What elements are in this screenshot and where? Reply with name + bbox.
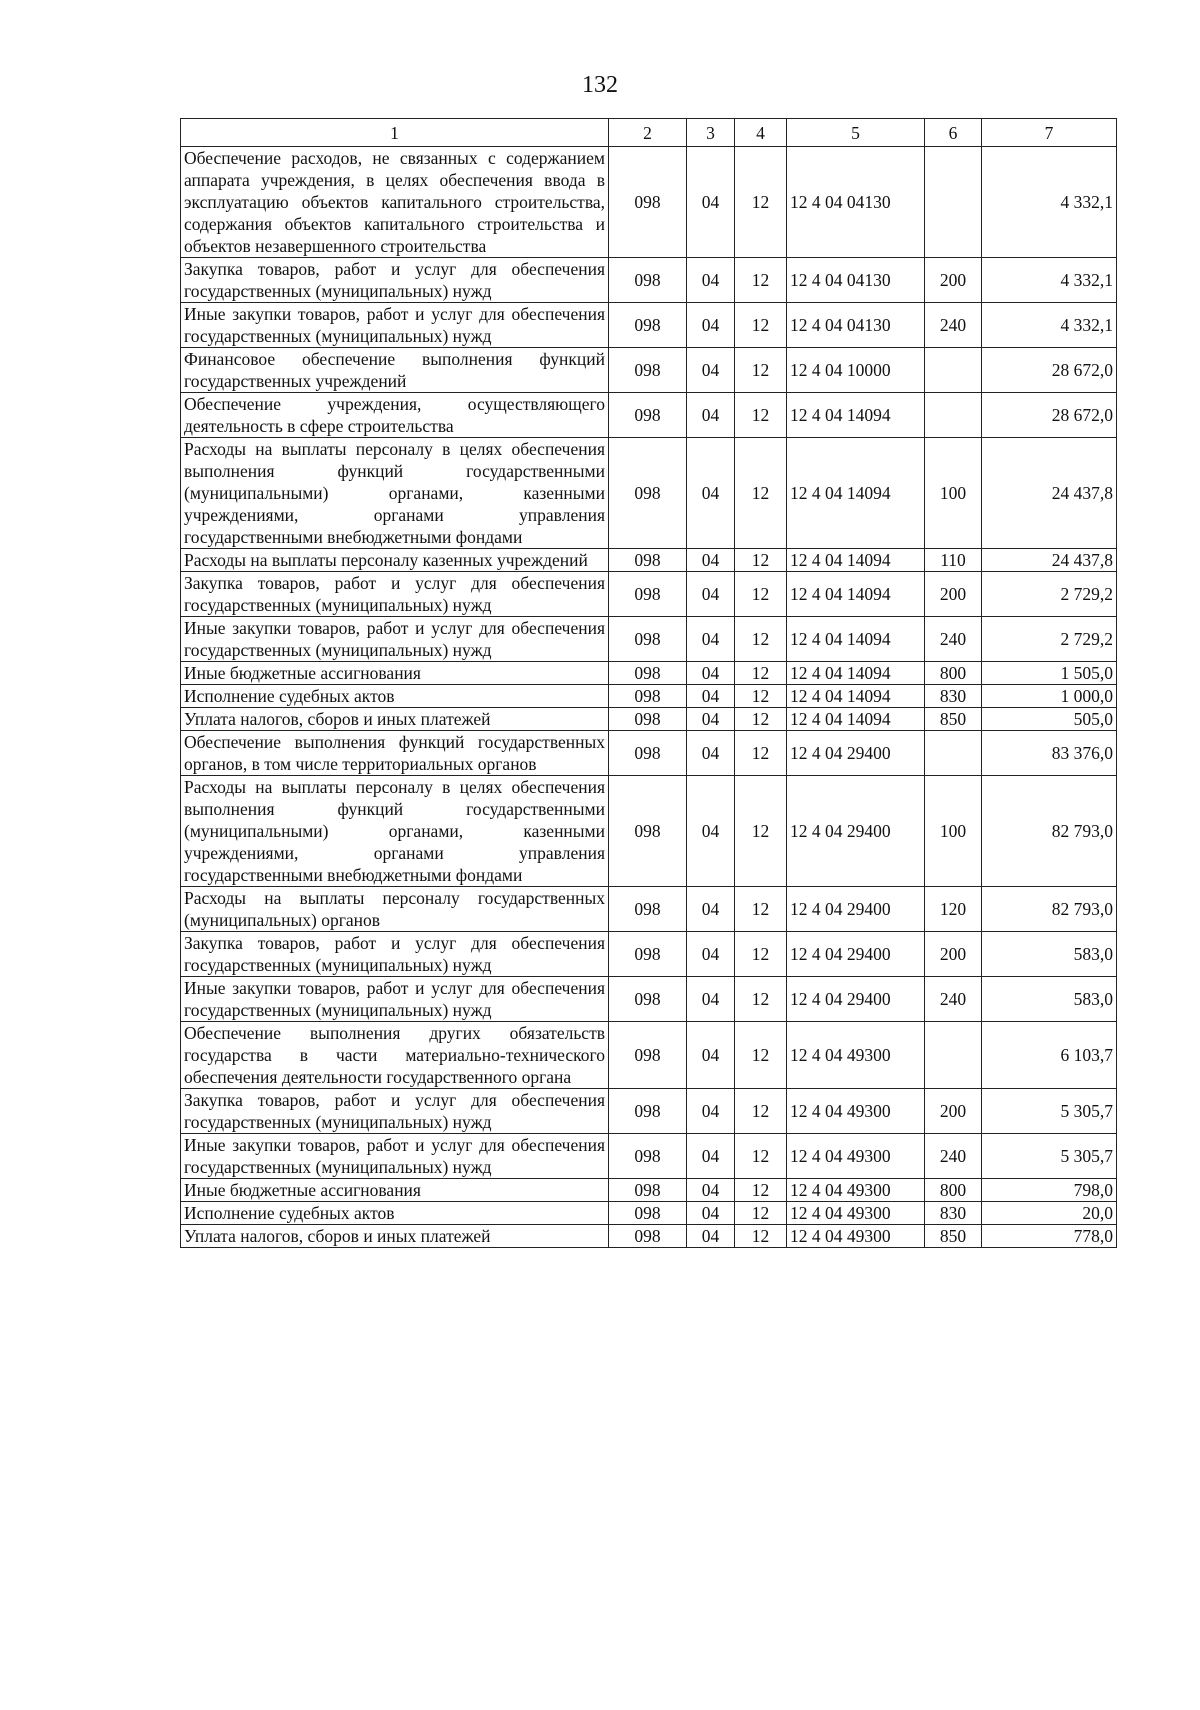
row-subsection: 12 <box>735 977 787 1022</box>
row-section: 04 <box>687 1179 735 1202</box>
row-name: Иные закупки товаров, работ и услуг для обеспечения государственных (муниципальных) нужд <box>181 303 609 348</box>
row-amount: 83 376,0 <box>982 731 1117 776</box>
row-expense-type: 100 <box>925 438 982 549</box>
row-target-article: 12 4 04 04130 <box>787 303 925 348</box>
row-expense-type <box>925 147 982 258</box>
row-subsection: 12 <box>735 572 787 617</box>
row-target-article: 12 4 04 14094 <box>787 438 925 549</box>
row-target-article: 12 4 04 49300 <box>787 1202 925 1225</box>
row-section: 04 <box>687 977 735 1022</box>
table-row <box>181 731 1117 776</box>
table-row <box>181 147 1117 258</box>
row-expense-type: 120 <box>925 887 982 932</box>
column-header-1: 1 <box>181 119 609 147</box>
row-expense-type: 240 <box>925 303 982 348</box>
table-row <box>181 438 1117 549</box>
row-name: Иные закупки товаров, работ и услуг для обеспечения государственных (муниципальных) нужд <box>181 977 609 1022</box>
table-row <box>181 1225 1117 1248</box>
page-number: 132 <box>582 72 618 98</box>
row-subsection: 12 <box>735 1134 787 1179</box>
row-admin-code: 098 <box>609 977 687 1022</box>
row-subsection: 12 <box>735 147 787 258</box>
row-subsection: 12 <box>735 708 787 731</box>
row-amount: 4 332,1 <box>982 303 1117 348</box>
row-expense-type: 830 <box>925 1202 982 1225</box>
row-amount: 2 729,2 <box>982 572 1117 617</box>
row-admin-code: 098 <box>609 549 687 572</box>
row-section: 04 <box>687 685 735 708</box>
row-target-article: 12 4 04 49300 <box>787 1089 925 1134</box>
table-row <box>181 258 1117 303</box>
row-section: 04 <box>687 776 735 887</box>
row-admin-code: 098 <box>609 1202 687 1225</box>
row-expense-type: 240 <box>925 617 982 662</box>
row-expense-type <box>925 348 982 393</box>
row-amount: 583,0 <box>982 932 1117 977</box>
row-name: Обеспечение учреждения, осуществляющего деятельность в сфере строительства <box>181 393 609 438</box>
row-subsection: 12 <box>735 1179 787 1202</box>
row-expense-type: 200 <box>925 1089 982 1134</box>
row-expense-type: 830 <box>925 685 982 708</box>
row-target-article: 12 4 04 29400 <box>787 731 925 776</box>
row-section: 04 <box>687 303 735 348</box>
row-amount: 20,0 <box>982 1202 1117 1225</box>
row-expense-type: 100 <box>925 776 982 887</box>
row-admin-code: 098 <box>609 438 687 549</box>
row-target-article: 12 4 04 14094 <box>787 393 925 438</box>
row-expense-type: 240 <box>925 977 982 1022</box>
row-target-article: 12 4 04 49300 <box>787 1225 925 1248</box>
row-target-article: 12 4 04 29400 <box>787 776 925 887</box>
row-name: Расходы на выплаты персоналу государственных (муниципальных) органов <box>181 887 609 932</box>
row-admin-code: 098 <box>609 1179 687 1202</box>
row-expense-type <box>925 393 982 438</box>
row-admin-code: 098 <box>609 1022 687 1089</box>
row-admin-code: 098 <box>609 1225 687 1248</box>
row-target-article: 12 4 04 04130 <box>787 258 925 303</box>
table-row <box>181 1134 1117 1179</box>
row-name: Финансовое обеспечение выполнения функций государственных учреждений <box>181 348 609 393</box>
row-name: Уплата налогов, сборов и иных платежей <box>181 708 609 731</box>
table-row <box>181 1179 1117 1202</box>
row-admin-code: 098 <box>609 258 687 303</box>
row-expense-type: 200 <box>925 932 982 977</box>
row-admin-code: 098 <box>609 1089 687 1134</box>
row-subsection: 12 <box>735 549 787 572</box>
row-subsection: 12 <box>735 303 787 348</box>
row-subsection: 12 <box>735 731 787 776</box>
row-amount: 4 332,1 <box>982 147 1117 258</box>
row-name: Расходы на выплаты персоналу казенных учреждений <box>181 549 609 572</box>
column-header-4: 4 <box>735 119 787 147</box>
row-section: 04 <box>687 1225 735 1248</box>
row-target-article: 12 4 04 49300 <box>787 1022 925 1089</box>
row-target-article: 12 4 04 14094 <box>787 617 925 662</box>
row-section: 04 <box>687 348 735 393</box>
row-admin-code: 098 <box>609 1134 687 1179</box>
row-amount: 1 000,0 <box>982 685 1117 708</box>
row-admin-code: 098 <box>609 617 687 662</box>
row-name: Закупка товаров, работ и услуг для обеспечения государственных (муниципальных) нужд <box>181 1089 609 1134</box>
row-subsection: 12 <box>735 393 787 438</box>
column-header-7: 7 <box>982 119 1117 147</box>
table-row <box>181 303 1117 348</box>
row-amount: 5 305,7 <box>982 1134 1117 1179</box>
row-target-article: 12 4 04 29400 <box>787 887 925 932</box>
row-subsection: 12 <box>735 348 787 393</box>
row-admin-code: 098 <box>609 393 687 438</box>
row-target-article: 12 4 04 14094 <box>787 572 925 617</box>
row-name: Обеспечение выполнения функций государственных органов, в том числе территориальных органов <box>181 731 609 776</box>
row-subsection: 12 <box>735 1202 787 1225</box>
row-admin-code: 098 <box>609 932 687 977</box>
row-section: 04 <box>687 438 735 549</box>
row-subsection: 12 <box>735 1089 787 1134</box>
row-admin-code: 098 <box>609 731 687 776</box>
row-admin-code: 098 <box>609 572 687 617</box>
row-admin-code: 098 <box>609 685 687 708</box>
row-amount: 6 103,7 <box>982 1022 1117 1089</box>
row-target-article: 12 4 04 49300 <box>787 1134 925 1179</box>
table-row <box>181 348 1117 393</box>
row-subsection: 12 <box>735 662 787 685</box>
row-expense-type: 240 <box>925 1134 982 1179</box>
row-expense-type: 800 <box>925 662 982 685</box>
row-section: 04 <box>687 1089 735 1134</box>
table-row <box>181 1202 1117 1225</box>
row-expense-type <box>925 731 982 776</box>
row-amount: 82 793,0 <box>982 887 1117 932</box>
table-row <box>181 708 1117 731</box>
row-subsection: 12 <box>735 438 787 549</box>
row-subsection: 12 <box>735 685 787 708</box>
row-target-article: 12 4 04 14094 <box>787 708 925 731</box>
row-subsection: 12 <box>735 776 787 887</box>
row-section: 04 <box>687 887 735 932</box>
row-subsection: 12 <box>735 932 787 977</box>
row-name: Расходы на выплаты персоналу в целях обеспечения выполнения функций государственными (муниципальными) органами, казенными учреждениями, органами управления государственными внебюджетными фондами <box>181 776 609 887</box>
row-target-article: 12 4 04 14094 <box>787 662 925 685</box>
row-admin-code: 098 <box>609 303 687 348</box>
row-subsection: 12 <box>735 617 787 662</box>
row-admin-code: 098 <box>609 887 687 932</box>
header-row <box>181 119 1117 147</box>
row-amount: 798,0 <box>982 1179 1117 1202</box>
row-name: Иные закупки товаров, работ и услуг для обеспечения государственных (муниципальных) нужд <box>181 617 609 662</box>
row-name: Закупка товаров, работ и услуг для обеспечения государственных (муниципальных) нужд <box>181 258 609 303</box>
row-name: Иные закупки товаров, работ и услуг для обеспечения государственных (муниципальных) нужд <box>181 1134 609 1179</box>
column-header-2: 2 <box>609 119 687 147</box>
table-row <box>181 617 1117 662</box>
row-admin-code: 098 <box>609 708 687 731</box>
row-amount: 583,0 <box>982 977 1117 1022</box>
row-target-article: 12 4 04 14094 <box>787 549 925 572</box>
table-row <box>181 776 1117 887</box>
table-row <box>181 977 1117 1022</box>
row-admin-code: 098 <box>609 662 687 685</box>
column-header-6: 6 <box>925 119 982 147</box>
row-amount: 82 793,0 <box>982 776 1117 887</box>
table-row <box>181 1022 1117 1089</box>
row-target-article: 12 4 04 49300 <box>787 1179 925 1202</box>
row-section: 04 <box>687 147 735 258</box>
table-row <box>181 572 1117 617</box>
table-row <box>181 549 1117 572</box>
row-name: Закупка товаров, работ и услуг для обеспечения государственных (муниципальных) нужд <box>181 932 609 977</box>
row-section: 04 <box>687 1202 735 1225</box>
row-subsection: 12 <box>735 1225 787 1248</box>
row-expense-type: 850 <box>925 1225 982 1248</box>
row-expense-type <box>925 1022 982 1089</box>
table-row <box>181 887 1117 932</box>
row-target-article: 12 4 04 29400 <box>787 932 925 977</box>
column-header-5: 5 <box>787 119 925 147</box>
budget-table <box>180 118 1117 1248</box>
row-section: 04 <box>687 932 735 977</box>
row-section: 04 <box>687 572 735 617</box>
row-name: Обеспечение выполнения других обязательств государства в части материально-технического обеспечения деятельности государственного органа <box>181 1022 609 1089</box>
row-name: Обеспечение расходов, не связанных с содержанием аппарата учреждения, в целях обеспечения ввода в эксплуатацию объектов капитального строительства, содержания объектов капитального строительства и объектов незавершенного строительства <box>181 147 609 258</box>
table-row <box>181 932 1117 977</box>
row-amount: 24 437,8 <box>982 549 1117 572</box>
table-row <box>181 393 1117 438</box>
table-row <box>181 662 1117 685</box>
table-row <box>181 685 1117 708</box>
row-section: 04 <box>687 1022 735 1089</box>
row-section: 04 <box>687 731 735 776</box>
row-name: Иные бюджетные ассигнования <box>181 1179 609 1202</box>
row-name: Исполнение судебных актов <box>181 685 609 708</box>
table-row <box>181 1089 1117 1134</box>
row-target-article: 12 4 04 10000 <box>787 348 925 393</box>
row-amount: 2 729,2 <box>982 617 1117 662</box>
row-subsection: 12 <box>735 1022 787 1089</box>
row-amount: 4 332,1 <box>982 258 1117 303</box>
row-amount: 28 672,0 <box>982 348 1117 393</box>
row-amount: 1 505,0 <box>982 662 1117 685</box>
row-amount: 24 437,8 <box>982 438 1117 549</box>
row-admin-code: 098 <box>609 147 687 258</box>
row-amount: 28 672,0 <box>982 393 1117 438</box>
row-expense-type: 200 <box>925 572 982 617</box>
row-section: 04 <box>687 662 735 685</box>
row-name: Уплата налогов, сборов и иных платежей <box>181 1225 609 1248</box>
row-expense-type: 110 <box>925 549 982 572</box>
row-admin-code: 098 <box>609 348 687 393</box>
row-section: 04 <box>687 258 735 303</box>
row-target-article: 12 4 04 14094 <box>787 685 925 708</box>
row-name: Закупка товаров, работ и услуг для обеспечения государственных (муниципальных) нужд <box>181 572 609 617</box>
row-admin-code: 098 <box>609 776 687 887</box>
row-section: 04 <box>687 393 735 438</box>
row-expense-type: 200 <box>925 258 982 303</box>
row-section: 04 <box>687 708 735 731</box>
row-amount: 778,0 <box>982 1225 1117 1248</box>
row-subsection: 12 <box>735 887 787 932</box>
row-name: Расходы на выплаты персоналу в целях обеспечения выполнения функций государственными (муниципальными) органами, казенными учреждениями, органами управления государственными внебюджетными фондами <box>181 438 609 549</box>
row-expense-type: 850 <box>925 708 982 731</box>
row-name: Иные бюджетные ассигнования <box>181 662 609 685</box>
column-header-3: 3 <box>687 119 735 147</box>
row-target-article: 12 4 04 04130 <box>787 147 925 258</box>
row-section: 04 <box>687 617 735 662</box>
row-amount: 505,0 <box>982 708 1117 731</box>
row-expense-type: 800 <box>925 1179 982 1202</box>
row-target-article: 12 4 04 29400 <box>787 977 925 1022</box>
row-amount: 5 305,7 <box>982 1089 1117 1134</box>
row-section: 04 <box>687 1134 735 1179</box>
row-subsection: 12 <box>735 258 787 303</box>
row-name: Исполнение судебных актов <box>181 1202 609 1225</box>
row-section: 04 <box>687 549 735 572</box>
